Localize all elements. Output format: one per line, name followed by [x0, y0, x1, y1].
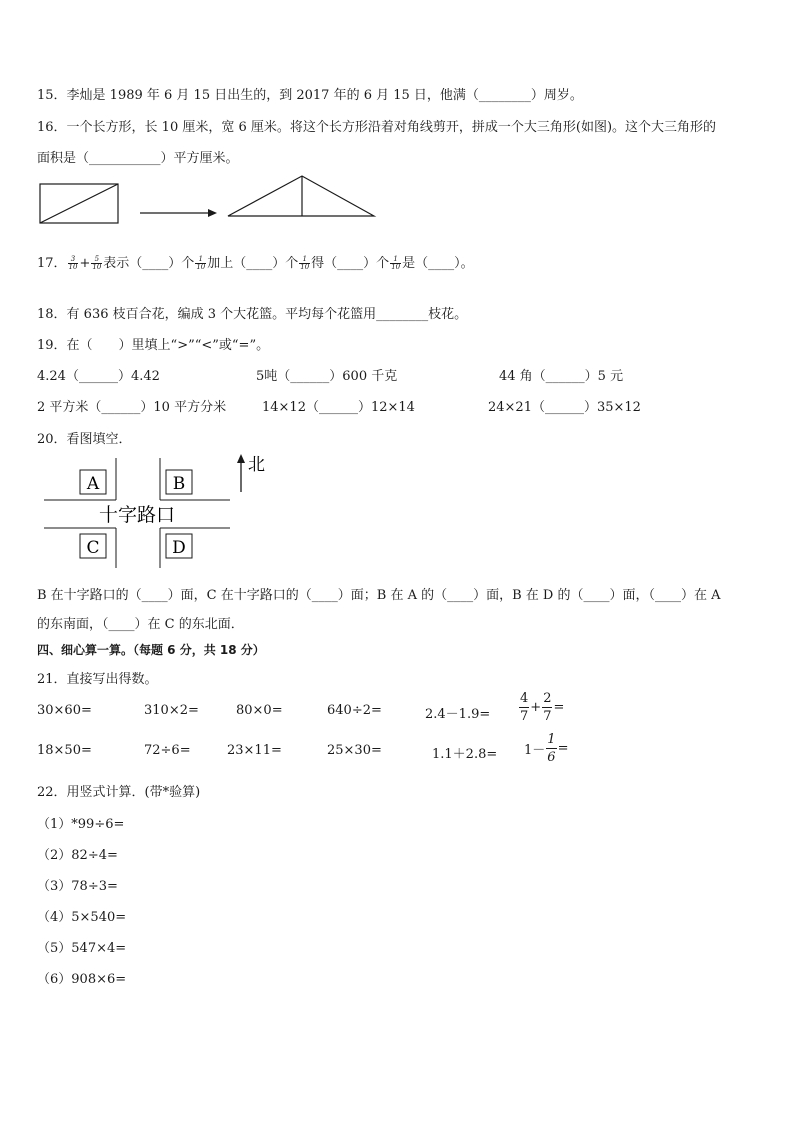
q22-item-4: （4）5×540= [37, 910, 127, 925]
section-4-title: 四、细心算一算。（每题 6 分，共 18 分） [37, 643, 265, 657]
question-20-line1: B 在十字路口的（____）面，C 在十字路口的（____）面；B 在 A 的（____）面，B 在 D 的（____）面，（____）在 A [37, 588, 721, 603]
q19-item-1: 4.24（______）4.42 [37, 369, 160, 384]
fraction-3-10: $\frac{3}{10}$ [68, 255, 78, 271]
label-a: A [86, 474, 100, 494]
fraction-5-10: $\frac{5}{10}$ [92, 255, 102, 271]
q17-prefix: 17． [37, 256, 67, 271]
question-16-line2: 面积是（___________）平方厘米。 [37, 151, 239, 166]
q19-item-4: 2 平方米（______）10 平方分米 [37, 400, 227, 415]
q19-item-6: 24×21（______）35×12 [488, 400, 641, 415]
q21-r1-1: 30×60= [37, 703, 92, 718]
north-label: 北 [248, 455, 265, 475]
fraction-1-6: $\frac{1}{6}$ [547, 732, 556, 765]
q21-r2-3: 23×11= [227, 743, 282, 758]
question-18: 18．有 636 枝百合花，编成 3 个大花篮。平均每个花篮用________枝花。 [37, 307, 468, 322]
q21-r1-2: 310×2= [144, 703, 199, 718]
fraction-1-10-b: $\frac{1}{10}$ [300, 255, 310, 271]
q19-item-2: 5吨（______）600 千克 [256, 369, 398, 384]
label-c: C [86, 538, 100, 558]
q21-r1-4: 640÷2= [327, 703, 382, 718]
question-19-title: 19．在（ ）里填上“>”“<”或“=”。 [37, 338, 270, 353]
arrow-head-icon [208, 209, 217, 217]
question-22-title: 22．用竖式计算．(带*验算) [37, 785, 201, 800]
q21-r2-5: 1.1＋2.8= [432, 747, 498, 762]
label-d: D [172, 538, 186, 558]
diagonal-line [40, 184, 118, 223]
plus-sign: + [79, 256, 91, 271]
fraction-1-10-a: $\frac{1}{10}$ [196, 255, 206, 271]
q21-r2-4: 25×30= [327, 743, 382, 758]
question-20-line2: 的东南面，（____）在 C 的东北面． [37, 617, 244, 632]
question-20-title: 20．看图填空． [37, 432, 132, 447]
question-15: 15．李灿是 1989 年 6 月 15 日出生的，到 2017 年的 6 月 15 日，他满（________）周岁。 [37, 88, 583, 103]
question-17 [37, 253, 474, 275]
q21-r2-2: 72÷6= [144, 743, 191, 758]
q22-item-5: （5）547×4= [37, 941, 127, 956]
q22-item-1: （1）*99÷6= [37, 817, 125, 832]
fraction-4-7: $\frac{4}{7}$ [520, 691, 529, 724]
q22-item-3: （3）78÷3= [37, 879, 118, 894]
fraction-1-10-c: $\frac{1}{10}$ [391, 255, 401, 271]
north-arrow-icon [237, 454, 245, 463]
q21-r1-3: 80×0= [236, 703, 283, 718]
question-21-title: 21．直接写出得数。 [37, 672, 158, 687]
q17-text-3: 得（____）个 [311, 256, 390, 271]
q17-text-2: 加上（____）个 [207, 256, 299, 271]
q21-r2-1: 18×50= [37, 743, 92, 758]
triangle-shape [228, 176, 374, 216]
q17-text-1: 表示（____）个 [103, 256, 195, 271]
q21-fraction-addition: $\frac{4}{7}$ + $\frac{2}{7}$ = [520, 691, 565, 724]
rectangle-to-triangle-figure [38, 174, 378, 226]
q22-item-6: （6）908×6= [37, 972, 127, 987]
q17-text-4: 是（____）。 [402, 256, 474, 271]
question-16-line1: 16．一个长方形，长 10 厘米，宽 6 厘米。将这个长方形沿着对角线剪开，拼成一个大三角形(如图)。这个大三角形的 [37, 120, 717, 135]
label-b: B [172, 474, 186, 494]
fraction-2-7: $\frac{2}{7}$ [543, 691, 552, 724]
crossroad-label: 十字路口 [98, 504, 176, 526]
q22-item-2: （2）82÷4= [37, 848, 118, 863]
q19-item-3: 44 角（______）5 元 [499, 369, 624, 384]
crossroad-map [38, 450, 278, 574]
q21-fraction-subtraction: 1－ $\frac{1}{6}$ = [524, 732, 569, 765]
q19-item-5: 14×12（______）12×14 [262, 400, 415, 415]
q21-r1-5: 2.4－1.9= [425, 707, 491, 722]
